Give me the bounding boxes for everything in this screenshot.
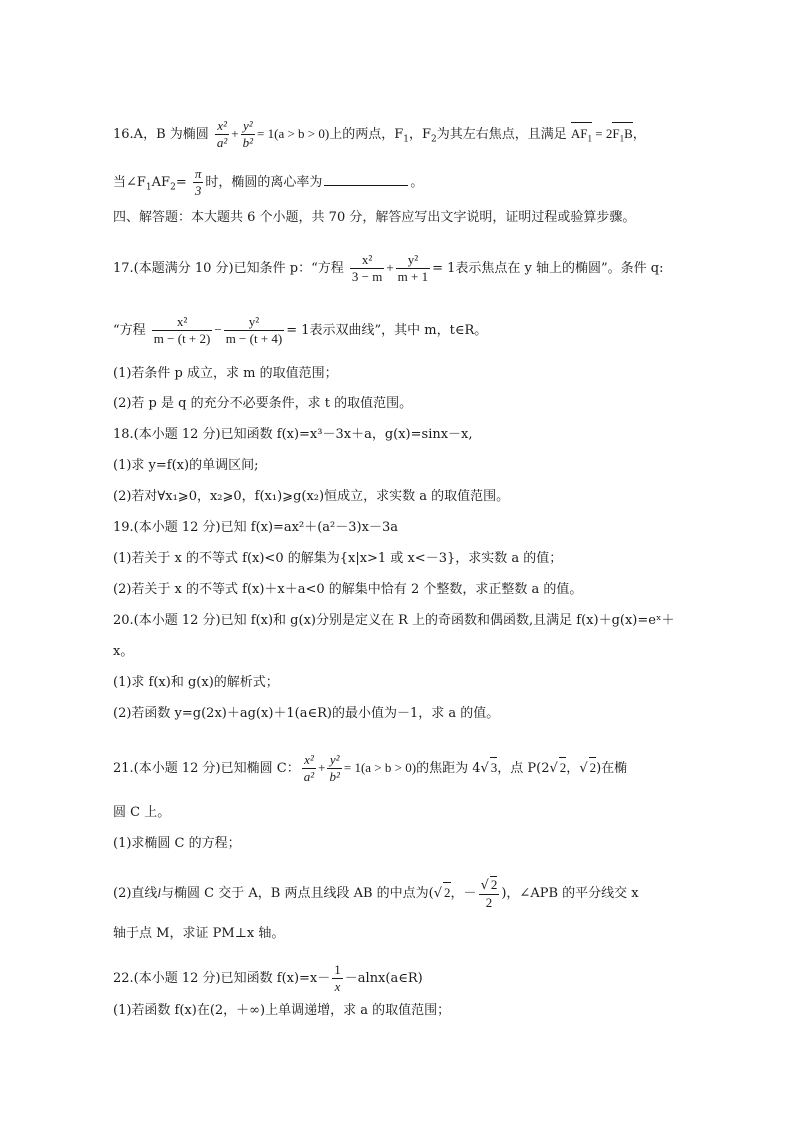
radical-sign: √ xyxy=(480,761,489,776)
q20-sub2: (2)若函数 y=g(2x)＋ag(x)＋1(a∈R)的最小值为－1，求 a 的值。 xyxy=(113,706,500,721)
q22-text-b: －alnx(a∈R) xyxy=(344,971,423,986)
fraction-x2-mt2: $\frac{\text{x²}}{m - (t + 2)}$ xyxy=(153,314,211,346)
q16-comma: ， xyxy=(632,127,646,142)
ellipse-condition: = 1(a > b > 0) xyxy=(257,126,330,141)
question-16-line2: 当$\angle F_1AF_2=$ $\frac{\pi}{3}$ 时，椭圆的离心率为 。 xyxy=(113,166,424,198)
q21-text-f: (2)直线 xyxy=(113,886,158,901)
q21-text-a: 21.(本小题 12 分)已知椭圆 C： xyxy=(113,761,300,776)
question-16-line1 xyxy=(113,118,682,151)
q21-sub2-cont: 轴于点 M，求证 PM⊥x 轴。 xyxy=(113,926,285,941)
question-17-line1: 17.(本题满分 10 分)已知条件 p：“方程 $\frac{\text{x²}}{3 - m}$ + $\frac{\text{y²}}{m + 1}$ = 1表示焦点在 y 轴上的椭圆”。条件 q: xyxy=(113,252,664,284)
q16-text-a: 16.A，B 为椭圆 xyxy=(113,127,209,142)
line-l: l xyxy=(157,885,162,900)
plus-sign: + xyxy=(231,126,239,141)
fraction-x2-a2-21: $\frac{\text{x²}}{\text{a²}}$ xyxy=(303,752,315,784)
q16-text-g: 时，椭圆的离心率为 xyxy=(205,175,323,190)
q19-sub1: (1)若关于 x 的不等式 f(x)<0 的解集为{x|x>1 或 x<－3}，求实数 a 的值； xyxy=(113,551,563,566)
fraction-sqrt2-2: $\frac{√ 2}{2}$ xyxy=(480,877,498,910)
q17-sub1: (1)若条件 p 成立，求 m 的取值范围； xyxy=(113,366,338,381)
fraction-x2-3m: $\frac{\text{x²}}{3 - m}$ xyxy=(351,252,383,284)
answer-blank[interactable] xyxy=(324,171,408,186)
q17-sub2: (2)若 p 是 q 的充分不必要条件，求 t 的取值范围。 xyxy=(113,396,413,411)
q22-sub1: (1)若函数 f(x)在(2，＋∞)上单调递增，求 a 的取值范围； xyxy=(113,1003,451,1018)
q19-sub2: (2)若关于 x 的不等式 f(x)＋x＋a<0 的解集中恰有 2 个整数，求正整数 a 的值。 xyxy=(113,582,583,597)
q18-head: 18.(本小题 12 分)已知函数 f(x)=x³－3x＋a，g(x)=sinx－x, xyxy=(113,427,473,442)
q22-text-a: 22.(本小题 12 分)已知函数 f(x)=x－ xyxy=(113,971,331,986)
ellipse-condition-21: = 1(a > b > 0) xyxy=(343,760,417,775)
fraction-y2-m1: $\frac{\text{y²}}{m + 1}$ xyxy=(397,252,429,284)
q19-head: 19.(本小题 12 分)已知 f(x)=ax²＋(a²－3)x－3a xyxy=(113,520,398,535)
fraction-y2-mt4: $\frac{\text{y²}}{m - (t + 4)}$ xyxy=(225,314,283,346)
q16-period: 。 xyxy=(410,175,424,190)
q16-text-e: 当∠F xyxy=(113,175,146,190)
q16-text-d: 为其左右焦点，且满足 xyxy=(436,127,567,142)
q18-sub1: (1)求 y=f(x)的单调区间; xyxy=(113,458,259,473)
vector-equation: $AF_1 = 2F_1B$ xyxy=(571,126,633,141)
q18-sub2: (2)若对∀x₁⩾0，x₂⩾0，f(x₁)⩾g(x₂)恒成立，求实数 a 的取值范围。 xyxy=(113,489,510,504)
question-22-head xyxy=(113,962,682,995)
radicand-2a: 2 xyxy=(559,757,567,778)
q16-eq: = xyxy=(175,175,187,190)
q17-text-d: = 1表示双曲线”，其中 m，t∈R。 xyxy=(286,323,488,338)
vector-af1: $AF_1$ xyxy=(571,124,592,149)
q21-text-b: 的焦距为 4 xyxy=(416,761,481,776)
radicand-2b: 2 xyxy=(589,757,597,778)
q21-text-c: ，点 P(2 xyxy=(497,761,550,776)
q21-sub1: (1)求椭圆 C 的方程； xyxy=(113,836,241,851)
q21-head-cont: 圆 C 上。 xyxy=(113,805,171,820)
radicand-3: 3 xyxy=(490,757,498,778)
q17-text-c: “方程 xyxy=(113,323,146,338)
question-17-line2: “方程 $\frac{\text{x²}}{m - (t + 2)}$ − $\frac{\text{y²}}{m - (t + 4)}$ = 1表示双曲线”，其中 m，t∈R。 xyxy=(113,314,488,346)
sub-1: 1 xyxy=(403,134,409,145)
q16-text-b: 上的两点，F xyxy=(329,127,404,142)
sub-2: 2 xyxy=(431,134,437,145)
q20-sub1: (1)求 f(x)和 g(x)的解析式； xyxy=(113,675,279,690)
q21-text-d: ， xyxy=(566,761,580,776)
question-21-sub2: (2)直线l与椭圆 C 交于 A，B 两点且线段 AB 的中点为(√ 2，－ $\frac{√ 2}{2}$ )，∠APB 的平分线交 x xyxy=(113,877,639,910)
q20-head-cont: x。 xyxy=(113,644,134,659)
q21-text-h: ，－ xyxy=(450,886,477,901)
q20-head: 20.(本小题 12 分)已知 f(x)和 g(x)分别是定义在 R 上的奇函数和偶函数,且满足 f(x)＋g(x)=eˣ＋ xyxy=(113,613,675,628)
q16-text-f: AF xyxy=(151,175,171,190)
question-21-line1: 21.(本小题 12 分)已知椭圆 C： $\frac{\text{x²}}{\text{a²}}$ + $\frac{\text{y²}}{\text{b²}}$ = 1(a > b > 0)的焦距为 4√ 3，点 P(2√ 2，√ 2)在椭 xyxy=(113,752,628,784)
fraction-y2-b2-21: $\frac{\text{y²}}{\text{b²}}$ xyxy=(329,752,340,784)
section-4-heading: 四、解答题：本大题共 6 个小题，共 70 分，解答应写出文字说明，证明过程或验算步骤。 xyxy=(113,210,636,225)
q21-text-i: )，∠APB 的平分线交 x xyxy=(501,886,639,901)
q16-text-c: ，F xyxy=(409,127,432,142)
fraction-1-x: $\frac{1}{x}$ xyxy=(334,962,341,994)
q21-text-g: 与椭圆 C 交于 A，B 两点且线段 AB 的中点为( xyxy=(161,886,434,901)
fraction-x2-a2: $\frac{\text{x²}}{\text{a²}}$ xyxy=(216,118,228,150)
fraction-pi-3: $\frac{\pi}{3}$ xyxy=(194,166,202,198)
q17-text-b: = 1表示焦点在 y 轴上的椭圆”。条件 q: xyxy=(432,261,664,276)
q21-text-e: )在椭 xyxy=(596,761,628,776)
vector-f1b: $F_1B$ xyxy=(612,124,632,149)
q17-text-a: 17.(本题满分 10 分)已知条件 p：“方程 xyxy=(113,261,344,276)
fraction-y2-b2: $\frac{\text{y²}}{\text{b²}}$ xyxy=(242,118,254,150)
